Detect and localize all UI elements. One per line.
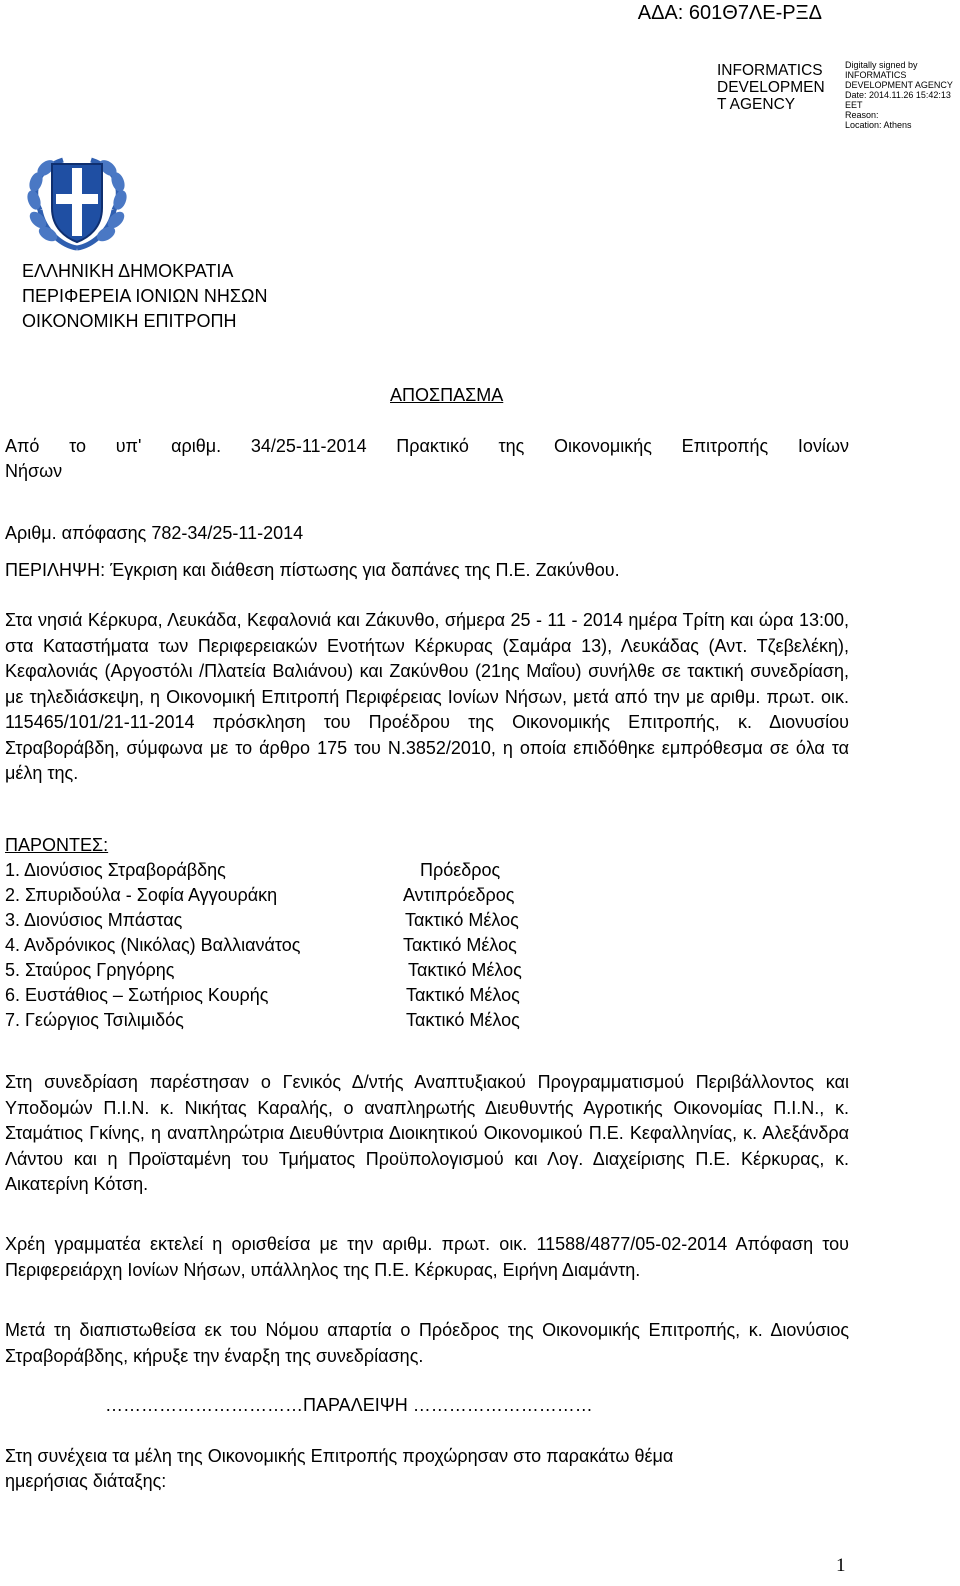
authority-line-committee: ΟΙΚΟΝΟΜΙΚΗ ΕΠΙΤΡΟΠΗ: [22, 311, 237, 331]
member-role: Τακτικό Μέλος: [406, 1010, 520, 1030]
member-name: 2. Σπυριδούλα - Σοφία Αγγουράκη: [5, 885, 278, 905]
authority-line-region: ΠΕΡΙΦΕΡΕΙΑ ΙΟΝΙΩΝ ΝΗΣΩΝ: [22, 286, 268, 306]
member-name: 5. Σταύρος Γρηγόρης: [5, 960, 175, 980]
member-name: 3. Διονύσιος Μπάστας: [5, 910, 183, 930]
member-name: 7. Γεώργιος Τσιλιμιδός: [5, 1010, 184, 1030]
closing-line: Στη συνέχεια τα μέλη της Οικονομικής Επιτροπής προχώρησαν στο παρακάτω θέμα: [5, 1446, 674, 1466]
member-role: Τακτικό Μέλος: [405, 910, 519, 930]
minutes-reference-line-2: Νήσων: [5, 461, 63, 481]
signature-details-block: [845, 60, 953, 130]
quorum-paragraph: Μετά τη διαπιστωθείσα εκ του Νόμου απαρτία ο Πρόεδρος της Οικονομικής Επιτροπής, κ. Διονύσιος Στραβοράβδης, κήρυξε την έναρξη της συνεδρίασης.: [5, 1320, 849, 1366]
signature-detail-line: Reason:: [845, 110, 879, 120]
summary-text: Έγκριση και διάθεση πίστωσης για δαπάνες της Π.Ε. Ζακύνθου.: [105, 560, 620, 580]
member-role: Πρόεδρος: [420, 860, 501, 880]
signature-detail-line: Digitally signed by: [845, 60, 918, 70]
session-paragraph: Στα νησιά Κέρκυρα, Λευκάδα, Κεφαλονιά και Ζάκυνθο, σήμερα 25 - 11 - 2014 ημέρα Τρίτη και ώρα 13:00, στα Καταστήματα των Περιφερειακών Ενοτήτων Κέρκυρας (Σαμάρα 13), Λευκάδας (Αντ. Τζεβελέκη), Κεφαλονιάς (Αργοστόλι /Πλατεία Βαλιάνου) και Ζακύνθου (21ης Μαΐου) συνήλθε σε τακτική συνεδρίαση, με τηλεδιάσκεψη, η Οικονομική Επιτροπή Περιφέρειας Ιονίων Νήσων, μετά από την με αριθμ. πρωτ. οικ. 115465/101/21-11-2014 πρόσκληση του Προέδρου της Οικονομικής Επιτροπής, κ. Διονυσίου Στραβοράβδη, σύμφωνα με το άρθρο 175 του Ν.3852/2010, η οποία επιδόθηκε εμπρόθεσμα σε όλα τα μέλη της.: [5, 610, 849, 783]
member-name: 6. Ευστάθιος – Σωτήριος Κουρής: [5, 985, 269, 1005]
signature-name-line: INFORMATICS: [717, 62, 823, 79]
member-role: Αντιπρόεδρος: [403, 885, 515, 905]
member-role: Τακτικό Μέλος: [408, 960, 522, 980]
minutes-reference-line: Από το υπ' αριθμ. 34/25-11-2014 Πρακτικό της Οικονομικής Επιτροπής Ιονίων: [5, 436, 849, 456]
closing-line-2: ημερήσιας διάταξης:: [5, 1471, 167, 1491]
member-name: 4. Ανδρόνικος (Νικόλας) Βαλλιανάτος: [5, 935, 301, 955]
signature-detail-line: EET: [845, 100, 863, 110]
member-name: 1. Διονύσιος Στραβοράβδης: [5, 860, 226, 880]
signature-detail-line: INFORMATICS: [845, 70, 907, 80]
authority-line-country: ΕΛΛΗΝΙΚΗ ΔΗΜΟΚΡΑΤΙΑ: [22, 261, 234, 281]
document-title: ΑΠΟΣΠΑΣΜΑ: [390, 385, 504, 405]
decision-number: Αριθμ. απόφασης 782-34/25-11-2014: [5, 523, 304, 543]
signature-detail-line: Location: Athens: [845, 120, 912, 130]
page-number: 1: [836, 1555, 846, 1576]
signature-name-block: [717, 62, 825, 113]
summary-line: [5, 558, 620, 583]
present-heading: ΠΑΡΟΝΤΕΣ:: [5, 835, 109, 855]
signature-detail-line: DEVELOPMENT AGENCY: [845, 80, 953, 90]
coat-of-arms-icon: [18, 150, 136, 256]
signature-detail-line: Date: 2014.11.26 15:42:13: [845, 90, 951, 100]
member-role: Τακτικό Μέλος: [403, 935, 517, 955]
ada-code: ΑΔΑ: 601Θ7ΛΕ-ΡΞΔ: [637, 2, 822, 24]
signature-name-line: T AGENCY: [717, 96, 796, 113]
signature-name-line: DEVELOPMEN: [717, 79, 825, 96]
summary-label: ΠΕΡΙΛΗΨΗ:: [5, 560, 106, 580]
member-role: Τακτικό Μέλος: [406, 985, 520, 1005]
attendees-paragraph: Στη συνεδρίαση παρέστησαν ο Γενικός Δ/ντής Αναπτυξιακού Προγραμματισμού Περιβάλλοντος και Υποδομών Π.Ι.Ν. κ. Νικήτας Καραλής, ο αναπληρωτής Διευθυντής Αγροτικής Οικονομίας Π.Ι.Ν., κ. Σταμάτιος Γκίνης, η αναπληρώτρια Διευθύντρια Διοικητικού Οικονομικού Π.Ε. Κεφαλληνίας, κ. Αλεξάνδρα Λάντου και η Προϊσταμένη του Τμήματος Προϋπολογισμού και Λογ. Διαχείρισης Π.Ε. Κέρκυρας, κ. Αικατερίνη Κότση.: [5, 1072, 849, 1194]
omission-marker: ……………………………ΠΑΡΑΛΕΙΨΗ …………………………: [105, 1395, 593, 1415]
secretary-paragraph: Χρέη γραμματέα εκτελεί η ορισθείσα με την αριθμ. πρωτ. οικ. 11588/4877/05-02-2014 Απόφαση του Περιφερειάρχη Ιονίων Νήσων, υπάλληλος της Π.Ε. Κέρκυρας, Ειρήνη Διαμάντη.: [5, 1234, 849, 1280]
